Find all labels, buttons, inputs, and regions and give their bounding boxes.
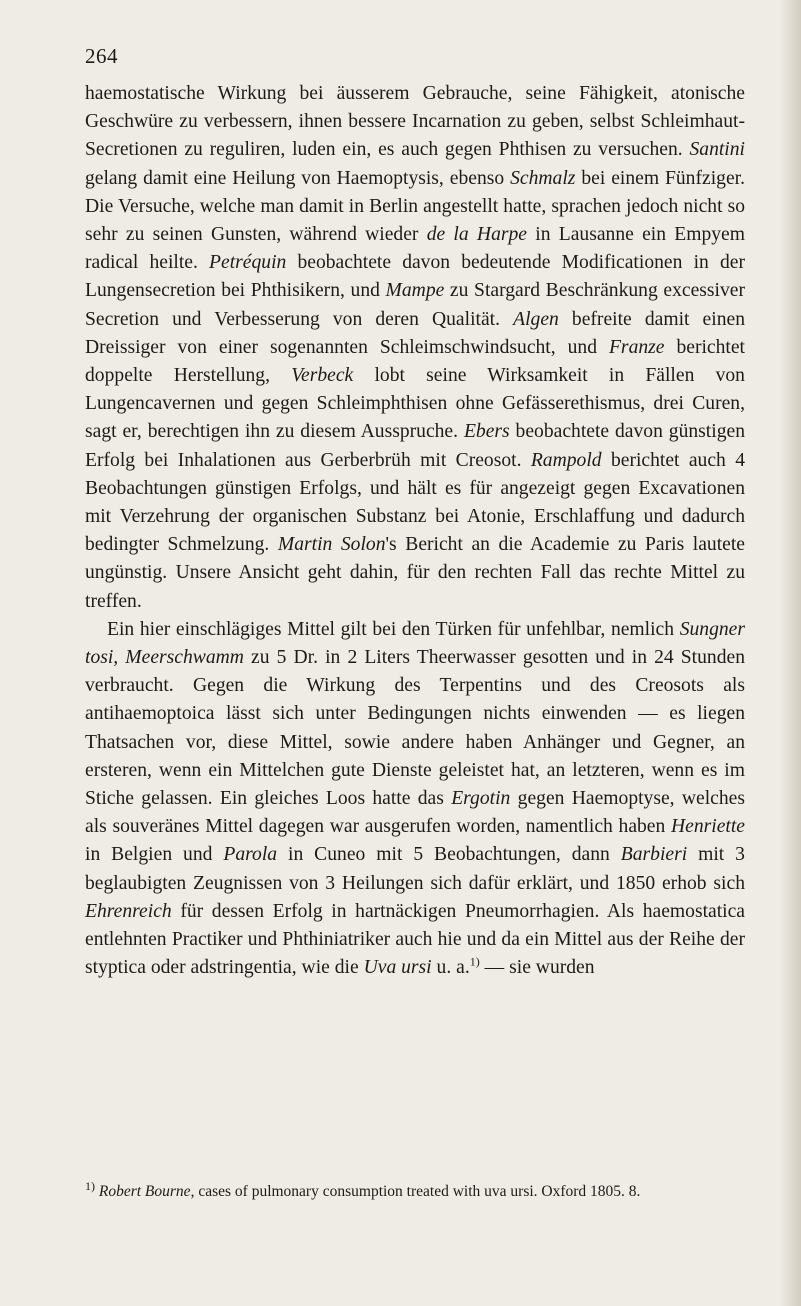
footnote-ref: 1) <box>469 954 480 969</box>
italic-name: de la Harpe <box>426 224 527 246</box>
text-run: in Belgien und <box>85 844 224 866</box>
text-run: berichtet doppelte Herstellung, <box>85 336 745 387</box>
italic-name: Barbieri <box>620 844 688 866</box>
text-run: lobt seine Wirksamkeit in Fällen von Lungencavernen und gegen Schleimphthisen ohne Gefässerethismus, drei Curen, sagt er, berechtigen ihn zu diesem Ausspruche. <box>85 365 745 443</box>
italic-name: Ehrenreich <box>85 900 172 922</box>
text-run: zu Stargard Beschränkung excessiver Secretion und Verbesserung von deren Qualität. <box>85 280 745 330</box>
text-run: berichtet auch 4 Beobachtungen günstigen Erfolgs, und hält es für angezeigt gegen Excavationen mit Verzehrung der organischen Substanz bei Atonie, Erschlaffung und dadurch bedingter Schmelzung. <box>85 449 745 556</box>
footnote-author: Robert Bourne <box>98 1183 191 1200</box>
text-run: 's Bericht an die Academie zu Paris lautete ungünstig. Unsere Ansicht geht dahin, für den rechten Fall das rechte Mittel zu treffen. <box>85 534 745 612</box>
body-text <box>85 80 745 983</box>
italic-name: Henriette <box>671 816 745 838</box>
text-run: in Lausanne ein Empyem radical heilte. <box>85 224 745 274</box>
text-run: mit 3 beglaubigten Zeugnissen von 3 Heilungen sich dafür erklärt, und 1850 erhob sich <box>85 844 745 894</box>
italic-name: Sungner tosi, Meerschwamm <box>85 618 745 669</box>
text-run: gelang damit eine Heilung von Haemoptysis, ebenso <box>85 167 511 189</box>
italic-name: Algen <box>513 308 559 330</box>
italic-name: Ebers <box>463 421 510 443</box>
text-run: — sie wurden <box>479 957 595 979</box>
text-run: befreite damit einen Dreissiger von einer sogenannten Schleimschwindsucht, und <box>85 308 745 358</box>
footnote-mark: 1) <box>85 1178 95 1193</box>
footnote <box>85 1180 745 1204</box>
page-edge-shadow <box>779 0 801 1306</box>
text-run: in Cuneo mit 5 Beobachtungen, dann <box>277 844 621 866</box>
paragraph-2 <box>85 616 745 983</box>
italic-name: Ergotin <box>451 788 511 810</box>
paragraph-1 <box>85 80 745 616</box>
text-run: u. a. <box>431 957 470 979</box>
footnote-text: , cases of pulmonary consumption treated with uva ursi. Oxford 1805. 8. <box>190 1183 641 1200</box>
text-run: gegen Haemoptyse, welches als souveränes Mittel dagegen war ausgerufen worden, namentlich haben <box>85 788 745 838</box>
italic-name: Verbeck <box>291 365 354 387</box>
italic-name: Parola <box>223 844 278 866</box>
italic-name: Rampold <box>530 449 602 471</box>
italic-name: Mampe <box>385 280 445 302</box>
text-run: für dessen Erfolg in hartnäckigen Pneumorrhagien. Als haemostatica entlehnten Practiker und Phthiniatriker auch hie und da ein Mittel aus der Reihe der styptica oder adstringentia, wie die <box>85 900 745 979</box>
italic-name: Martin Solon <box>277 534 386 556</box>
text-run: zu 5 Dr. in 2 Liters Theerwasser gesotten und in 24 Stunden verbraucht. Gegen die Wirkung des Terpentins und des Creosots als antihaemoptoica lässt sich unter Bedingungen nichts einwenden — es liegen Thatsachen vor, diese Mittel, sowie andere haben Anhänger und Gegner, an ersteren, wenn ein Mittelchen gute Dienste geleistet hat, an letzteren, wenn es im Stiche gelassen. Ein gleiches Loos hatte das <box>85 647 746 810</box>
italic-name: Petréquin <box>209 252 287 274</box>
italic-name: Schmalz <box>510 167 576 189</box>
italic-name: Santini <box>689 139 745 161</box>
text-run: beobachtete davon bedeutende Modificationen in der Lungensecretion bei Phthisikern, und <box>85 252 745 302</box>
italic-name: Uva ursi <box>363 957 432 979</box>
text-run: beobachtete davon günstigen Erfolg bei Inhalationen aus Gerberbrüh mit Creosot. <box>85 421 745 471</box>
text-run: bei einem Fünfziger. Die Versuche, welche man damit in Berlin angestellt hatte, sprachen jedoch nicht so sehr zu seinen Gunsten, während wieder <box>85 167 745 246</box>
text-run: haemostatische Wirkung bei äusserem Gebrauche, seine Fähigkeit, atonische Geschwüre zu verbessern, ihnen bessere Incarnation zu geben, selbst Schleimhaut-Secretionen zu reguliren, luden ein, es auch gegen Phthisen zu versuchen. <box>85 83 745 161</box>
page-number: 264 <box>85 44 118 68</box>
italic-name: Franze <box>608 336 665 358</box>
text-run: Ein hier einschlägiges Mittel gilt bei den Türken für unfehlbar, nemlich <box>107 618 680 640</box>
